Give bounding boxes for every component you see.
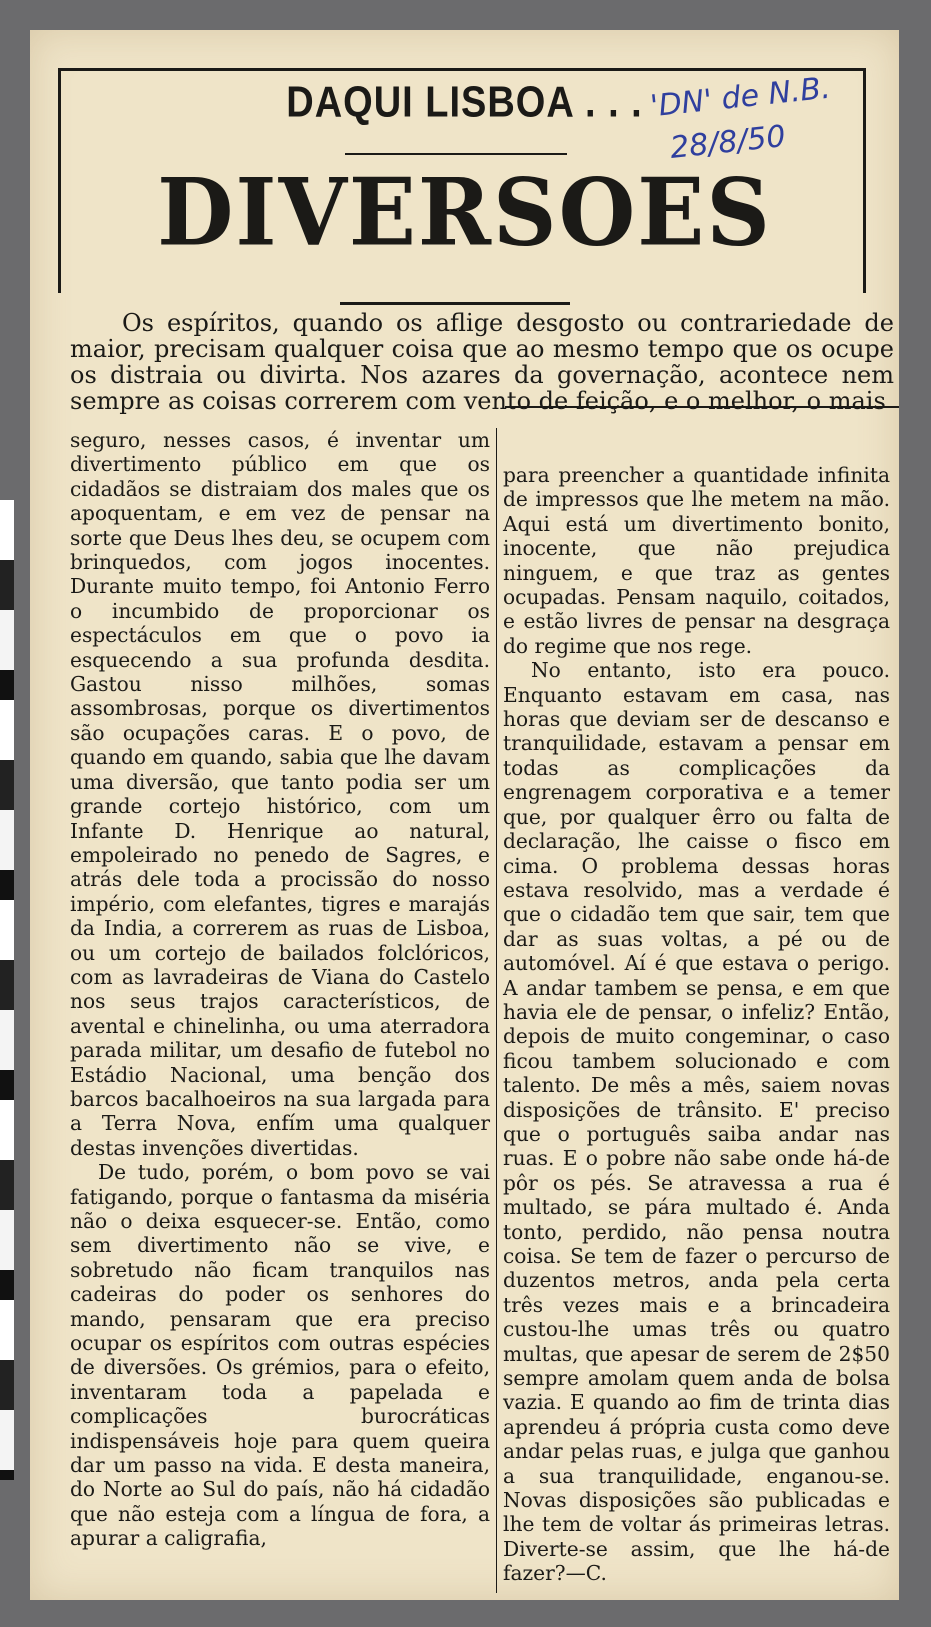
- left-column: [70, 428, 490, 1551]
- left-paragraph-1: seguro, nesses casos, é inventar um divertimento público em que os cidadãos se distraiam dos males que os apoquentam, e em vez de pensar na sorte que Deus lhes deu, se ocupem com brinquedos, com jogos inocentes. Durante muito tempo, foi Antonio Ferro o incumbido de proporcionar os espectáculos em que o povo ia esquecendo a sua profunda desdita. Gastou nisso milhões, somas assombrosas, porque os divertimentos são ocupações caras. E o povo, de quando em quando, sabia que lhe davam uma diversão, que tanto podia ser um grande cortejo histórico, com um Infante D. Henrique ao natural, empoleirado no penedo de Sagres, e atrás dele toda a procissão do nosso império, com elefantes, tigres e marajás da India, a correrem as ruas de Lisboa, ou um cortejo de bailados folclóricos, com as lavradeiras de Viana do Castelo nos seus trajos característicos, de avental e chinelinha, ou uma aterradora parada militar, um desafio de futebol no Estádio Nacional, uma benção dos barcos bacalhoeiros na sua largada para a Terra Nova, enfím uma qualquer destas invenções divertidas.: [70, 428, 490, 1160]
- left-paragraph-2: De tudo, porém, o bom povo se vai fatigando, porque o fantasma da miséria não o deixa esquecer-se. Então, como sem divertimento não se vive, e sobretudo não ficam tranquilos nas cadeiras do poder os senhores do mando, pensaram que era preciso ocupar os espíritos com outras espécies de diversões. Os grémios, para o efeito, inventaram toda a papelada e complicações burocráticas indispensáveis hoje para quem queira dar um passo na vida. E desta maneira, do Norte ao Sul do país, não há cidadão que não esteja com a língua de fora, a apurar a caligrafia,: [70, 1160, 490, 1551]
- right-paragraph-1: para preencher a quantidade infinita de impressos que lhe metem na mão. Aqui está um divertimento bonito, inocente, que não prejudica ninguem, e que traz as gentes ocupadas. Pensam naquilo, coitados, e estão livres de pensar na desgraça do regime que nos rege.: [503, 463, 890, 658]
- headline-rule: [340, 302, 570, 305]
- handwritten-date-note: 28/8/50: [668, 119, 788, 166]
- kicker-title: DAQUI LISBOA . . .: [286, 78, 643, 128]
- lead-paragraph: Os espíritos, quando os aflige desgosto ou contrariedade de maior, precisam qualquer coisa que ao mesmo tempo que os ocupe os distraia ou divirta. Nos azares da governação, acontece nem sempre as coisas correrem com vento de feição, e o melhor, o mais: [70, 309, 894, 415]
- column-divider: [496, 428, 497, 1593]
- right-paragraph-2: No entanto, isto era pouco. Enquanto estavam em casa, nas horas que deviam ser de descanso e tranquilidade, estavam a pensar em todas as complicações da engrenagem corporativa e a temer que, por qualquer êrro ou falta de declaração, lhe caisse o fisco em cima. O problema dessas horas estava resolvido, mas a verdade é que o cidadão tem que sair, tem que dar as suas voltas, a pé ou de automóvel. Aí é que estava o perigo. A andar tambem se pensa, e em que havia ele de pensar, o infeliz? Então, depois de muito congeminar, o caso ficou tambem solucionado e com talento. De mês a mês, saiem novas disposições de trânsito. E' preciso que o português saiba andar nas ruas. E o pobre não sabe onde há-de pôr os pés. Se atravessa a rua é multado, se pára multado é. Anda tonto, perdido, não pensa noutra coisa. Se tem de fazer o percurso de duzentos metros, anda pela certa três vezes mais e a brincadeira custou-lhe umas três ou quatro multas, que apesar de serem de 2$50 sempre amolam quem anda de bolsa vazia. E quando ao fim de trinta dias aprendeu á própria custa como deve andar pelas ruas, e julga que ganhou a sua tranquilidade, enganou-se. Novas disposições são publicadas e lhe tem de voltar ás primeiras letras. Diverte-se assim, que lhe há-de fazer?—C.: [503, 658, 890, 1586]
- lead-divider-rule: [505, 406, 899, 408]
- headline: DIVERSOES: [157, 157, 772, 267]
- newspaper-clipping: [30, 30, 899, 1600]
- right-column: [503, 463, 890, 1586]
- kicker-rule: [345, 153, 567, 155]
- scanner-margin-strip: [0, 500, 14, 1480]
- handwritten-source-note: 'DN' de N.B.: [648, 70, 833, 125]
